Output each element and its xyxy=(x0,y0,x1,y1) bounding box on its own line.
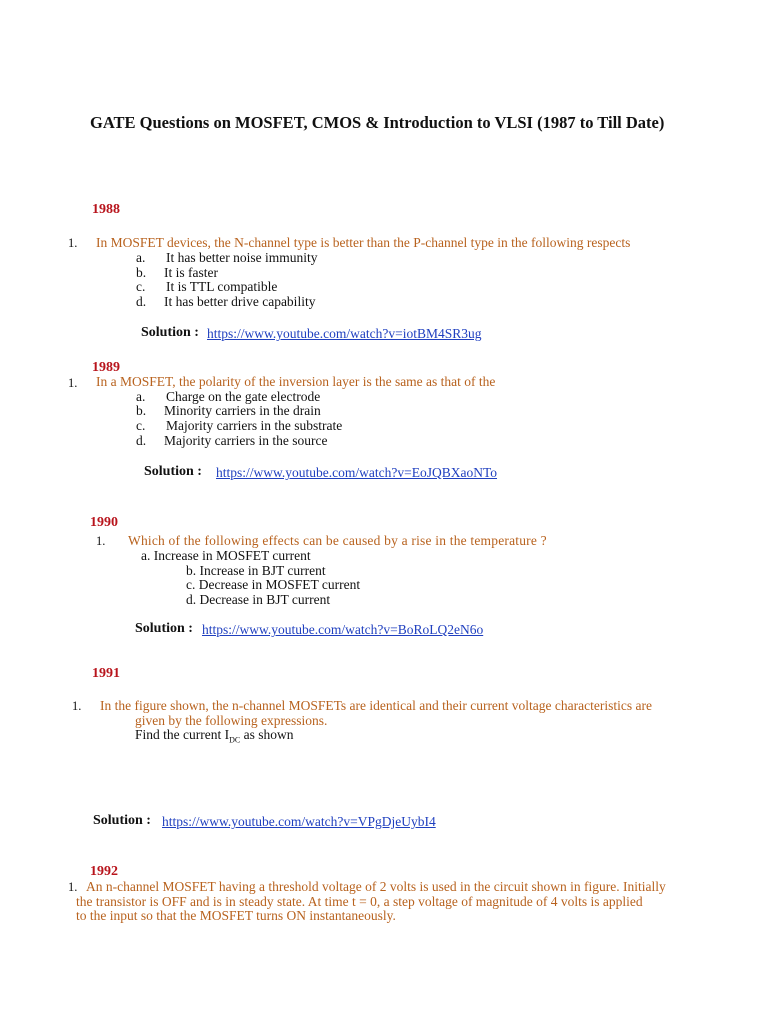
option-a: a. xyxy=(136,389,146,404)
option-c: c. xyxy=(136,279,146,294)
option-a-text: It has better noise immunity xyxy=(166,250,318,265)
option-a: a. xyxy=(136,250,146,265)
option-d-text: Majority carriers in the source xyxy=(164,433,328,448)
question-1989: In a MOSFET, the polarity of the inversion layer is the same as that of the xyxy=(96,374,496,389)
question-1990: Which of the following effects can be caused by a rise in the temperature ? xyxy=(128,533,547,548)
solution-label: Solution : xyxy=(93,813,151,828)
year-heading-1989: 1989 xyxy=(92,360,120,375)
option-d: d. xyxy=(136,294,147,309)
option-c: c. xyxy=(136,418,146,433)
year-heading-1991: 1991 xyxy=(92,666,120,681)
option-a: a. Increase in MOSFET current xyxy=(141,548,311,563)
option-b: b. xyxy=(136,265,147,280)
option-b-text: Minority carriers in the drain xyxy=(164,403,321,418)
question-number: 1. xyxy=(68,236,78,250)
question-1991-line1: In the figure shown, the n-channel MOSFETs are identical and their current voltage characteristics are xyxy=(100,698,652,713)
solution-link-1990[interactable]: https://www.youtube.com/watch?v=BoRoLQ2eN6o xyxy=(202,622,484,637)
option-d: d. xyxy=(136,433,147,448)
question-1988: In MOSFET devices, the N-channel type is better than the P-channel type in the following respects xyxy=(96,235,631,250)
solution-link-1989[interactable]: https://www.youtube.com/watch?v=EoJQBXaoNTo xyxy=(216,465,498,480)
year-heading-1990: 1990 xyxy=(90,515,118,530)
year-heading-1992: 1992 xyxy=(90,864,118,879)
find-current-text: Find the current $I_{DC}$ as shown xyxy=(135,727,294,745)
solution-label: Solution : xyxy=(144,464,202,479)
solution-link-1988[interactable]: https://www.youtube.com/watch?v=iotBM4SR3ug xyxy=(207,326,482,341)
question-number: 1. xyxy=(68,376,78,390)
option-c-text: Majority carriers in the substrate xyxy=(166,418,343,433)
option-b: b. Increase in BJT current xyxy=(186,563,326,578)
question-number: 1. xyxy=(72,699,82,713)
question-number: 1. xyxy=(96,534,106,548)
question-1992-line3: to the input so that the MOSFET turns ON instantaneously. xyxy=(76,908,396,923)
option-c: c. Decrease in MOSFET current xyxy=(186,577,361,592)
solution-link-1991[interactable]: https://www.youtube.com/watch?v=VPgDjeUybI4 xyxy=(162,814,436,829)
option-b-text: It is faster xyxy=(164,265,218,280)
option-c-text: It is TTL compatible xyxy=(166,279,278,294)
solution-label: Solution : xyxy=(141,325,199,340)
option-d-text: It has better drive capability xyxy=(164,294,316,309)
option-b: b. xyxy=(136,403,147,418)
question-1992-line1: An n-channel MOSFET having a threshold voltage of 2 volts is used in the circuit shown in figure. Initially xyxy=(86,879,666,894)
question-1991-line2: given by the following expressions. xyxy=(135,713,328,728)
option-d: d. Decrease in BJT current xyxy=(186,592,331,607)
question-1992-line2: the transistor is OFF and is in steady state. At time t = 0, a step voltage of magnitude of 4 volts is applied xyxy=(76,894,643,909)
option-a-text: Charge on the gate electrode xyxy=(166,389,321,404)
solution-label: Solution : xyxy=(135,621,193,636)
page-title: GATE Questions on MOSFET, CMOS & Introduction to VLSI (1987 to Till Date) xyxy=(90,113,665,132)
year-heading-1988: 1988 xyxy=(92,202,120,217)
question-number: 1. xyxy=(68,880,78,894)
